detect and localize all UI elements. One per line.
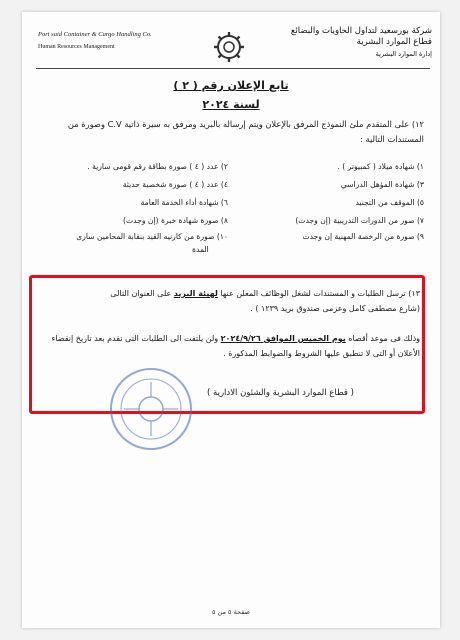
clause-13 bbox=[38, 286, 420, 316]
document-item: ٤) عدد ( ٤ ) صورة شخصية حديثة bbox=[122, 180, 228, 189]
sector-name-ar: قطاع الموارد البشرية bbox=[356, 37, 432, 47]
header-english bbox=[38, 30, 208, 52]
page-number: صفحة ٥ من ٥ bbox=[211, 608, 251, 616]
deadline-date: يوم الخميس الموافق ٢٠٢٤/٩/٢٦ bbox=[220, 334, 346, 343]
announcement-year: لسنة ٢٠٢٤ bbox=[202, 98, 260, 111]
document-item: ٢) عدد ( ٤ ) صورة بطاقة رقم قومى سارية . bbox=[87, 162, 228, 171]
official-stamp-icon bbox=[106, 364, 196, 454]
documents-row bbox=[32, 176, 424, 194]
documents-row bbox=[32, 230, 424, 244]
header-divider bbox=[36, 68, 430, 69]
document-item: ٦) شهادة أداء الخدمة العامة bbox=[140, 198, 228, 207]
document-page bbox=[22, 12, 440, 628]
deadline-text: وذلك فى موعد أقصاه bbox=[345, 334, 420, 343]
department-name-ar: إدارة الموارد البشرية bbox=[375, 50, 432, 58]
documents-row bbox=[32, 158, 424, 176]
announcement-title: تابع الإعلان رقم ( ٢ ) bbox=[173, 79, 289, 92]
clause-13-text: ١٣) ترسل الطلبات و المستندات لشغل الوظائف المعلن عنها bbox=[217, 289, 420, 298]
documents-row bbox=[32, 212, 424, 230]
department-name-en: Human Resources Management bbox=[38, 44, 115, 50]
document-item: ٧) صور من الدورات التدريبية (إن وجدت) bbox=[295, 216, 424, 225]
document-item: ١٠) صورة من كارنيه القيد بنقابة المحامين سارى bbox=[76, 232, 228, 241]
clause-13-recipient: لهيئة البريد bbox=[173, 289, 218, 298]
clause-12: ١٢) على المتقدم ملئ النموذج المرفق بالإعلان ويتم إرساله بالبريد ومرفق به سيرة ذاتية C.V وصورة من المستندات التالية : bbox=[67, 119, 424, 144]
deadline-paragraph bbox=[38, 331, 420, 361]
deadline-text-end: ولن يلتفت الى الطلبات التى تقدم بعد تاريخ إنقضاء الأعلان أو التى لا تنطبق عليها الشروط والضوابط المذكورة . bbox=[51, 334, 420, 358]
documents-list bbox=[32, 158, 424, 256]
document-item: ١) شهادة ميلاد ( كمبيوتر ) . bbox=[337, 162, 424, 171]
document-item: ٨) صورة شهادة خبرة (إن وجدت) bbox=[123, 216, 228, 225]
clause-13-text-end: على العنوان التالى bbox=[110, 289, 174, 298]
document-item: ٥) الموقف من التجنيد bbox=[355, 198, 424, 207]
document-item: ٣) شهادة المؤهل الدراسي bbox=[340, 180, 424, 189]
company-name-en: Port said Container & Cargo Handling Co. bbox=[38, 31, 152, 38]
documents-row bbox=[32, 194, 424, 212]
company-logo-icon bbox=[212, 30, 246, 64]
header-arabic bbox=[247, 26, 432, 60]
mailing-address: (شارع مصطفى كامل وعزمى صندوق بريد ١٢٣٩ ) . bbox=[250, 304, 420, 313]
company-name-ar: شركة بورسعيد لتداول الحاويات والبضائع bbox=[290, 26, 432, 36]
document-item: ٩) صورة من الرخصة المهنية إن وجدت bbox=[302, 232, 424, 241]
document-item-continuation: المدة bbox=[192, 245, 209, 254]
signature-line: ( قطاع الموارد البشرية والشئون الادارية ) bbox=[207, 388, 354, 398]
